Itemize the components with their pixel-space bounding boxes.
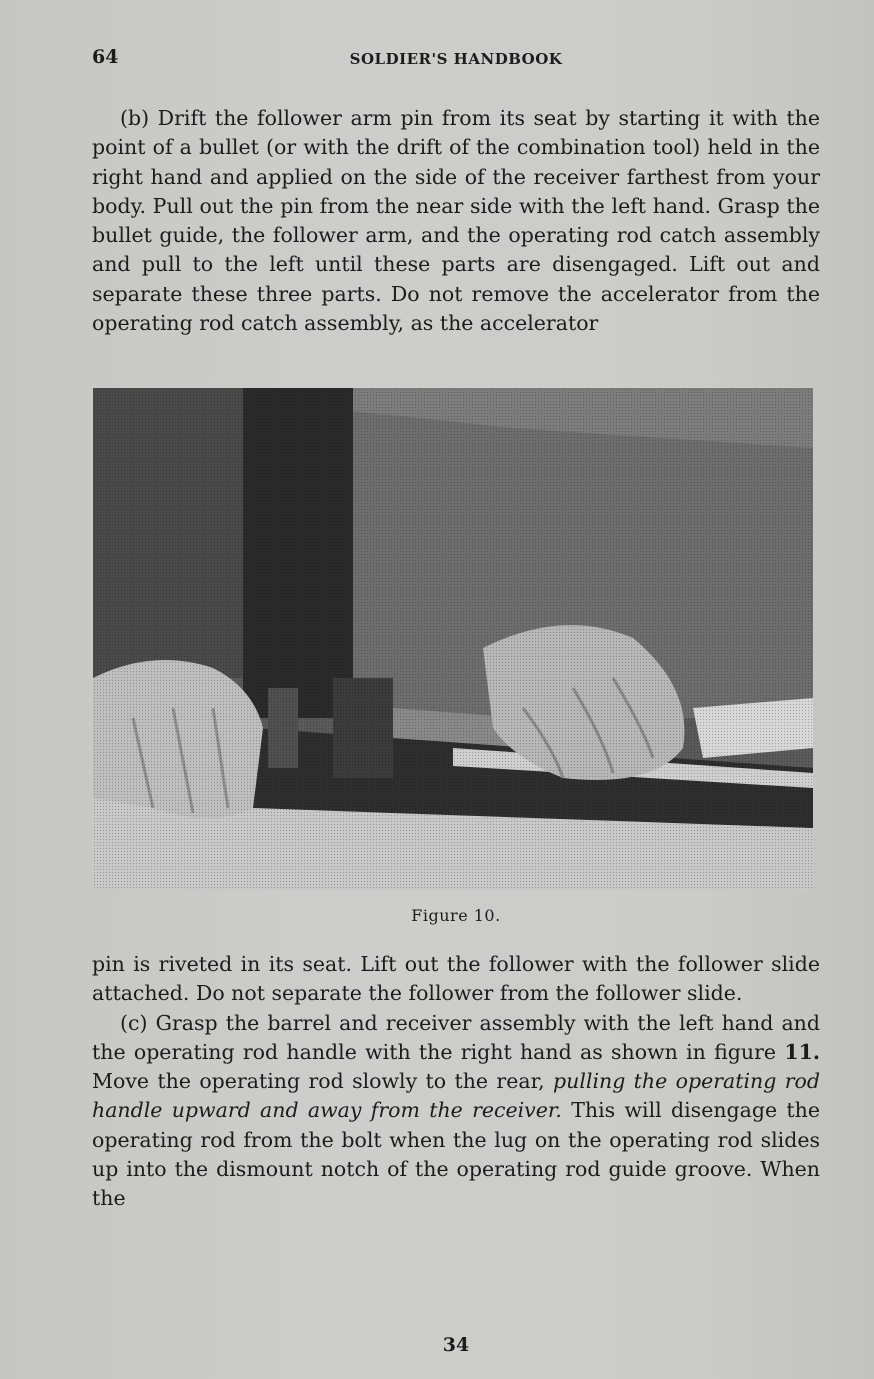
paragraph-c-section: [92, 950, 820, 1214]
figure-10-photo: [93, 388, 813, 890]
paragraph-c-end: This will disengage the operating rod from the bolt when the lug on the operating rod slides up into the dismount notch of the operating rod guide groove. When the: [92, 1098, 820, 1211]
page-number: 64: [92, 46, 119, 68]
figure-caption: Figure 10.: [411, 906, 501, 925]
footer-page-number: 34: [442, 1334, 470, 1356]
running-head: SOLDIER'S HANDBOOK: [349, 50, 563, 68]
continuation-text: pin is riveted in its seat. Lift out the follower with the follower slide attached. Do not separate the follower from the follower slide.: [92, 952, 820, 1006]
page-header: [92, 46, 820, 76]
paragraph-c-mid: Move the operating rod slowly to the rear,: [92, 1069, 553, 1094]
figure-reference: 11.: [784, 1039, 820, 1064]
paragraph-b: [92, 104, 820, 338]
paragraph-c-italic: pulling the operating rod handle upward and away from the receiver.: [92, 1069, 820, 1123]
paragraph-b-text: (b) Drift the follower arm pin from its seat by starting it with the point of a bullet (or with the drift of the combination tool) held in the right hand and applied on the side of the receiver farthest from your body. Pull out the pin from the near side with the left hand. Grasp the bullet guide, the follower arm, and the operating rod catch assembly and pull to the left until these parts are disengaged. Lift out and separate these three parts. Do not remove the accelerator from the operating rod catch assembly, as the accelerator: [92, 106, 820, 336]
paragraph-c-start: (c) Grasp the barrel and receiver assembly with the left hand and the operating rod handle with the right hand as shown in figure: [92, 1010, 820, 1064]
photo-rifle-disassembly: [93, 388, 813, 890]
paragraph-c: [92, 1009, 820, 1214]
